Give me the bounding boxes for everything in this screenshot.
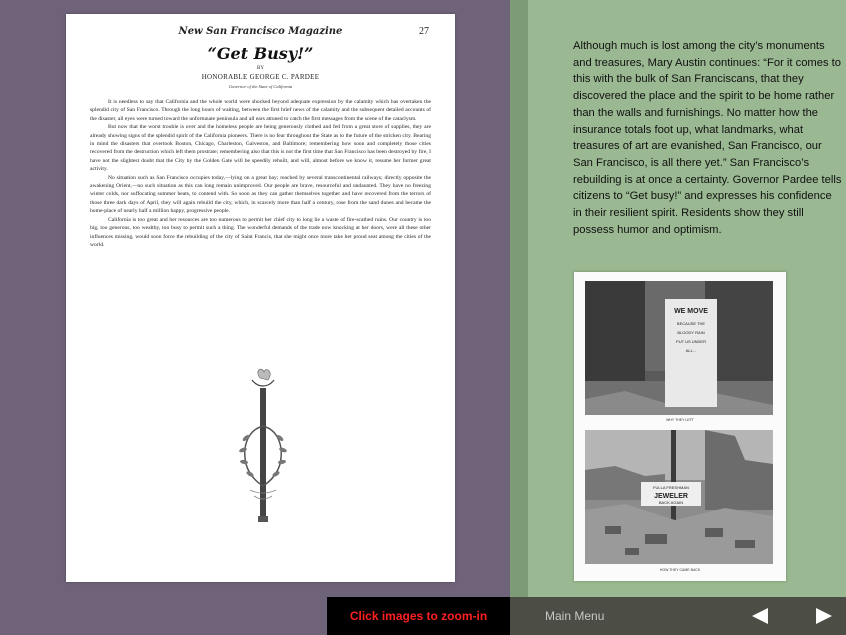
article-author: HONORABLE GEORGE C. PARDEE bbox=[201, 73, 320, 81]
svg-text:BLOODY RAIN: BLOODY RAIN bbox=[677, 330, 705, 335]
article-paragraph: But now that the worst trouble is over and the homeless people are being generously clothed and fed from a great store of supplies, they are already showing signs of the splendid spirit of the California pioneers. There is no fear throughout the State as to the future of the stricken city. Bearing in mind the disasters that overtook Boston, Chicago, Charleston, Galveston, and Baltimore; remembering how soon and completely those cities recovered from the destruction which left them prostrate; remembering also that this is not the first time that San Francisco has been destroyed by fire, I have not the slightest doubt that the City by the Golden Gate will be speedily rebuilt, and will, almost before we know it, resume her former great activity. bbox=[90, 124, 431, 173]
page-number: 27 bbox=[419, 26, 429, 37]
rubble-scene-illustration bbox=[585, 430, 773, 564]
svg-text:PUT US UNDER: PUT US UNDER bbox=[676, 339, 706, 344]
svg-text:FULLA FRESHMAN: FULLA FRESHMAN bbox=[653, 485, 689, 490]
photo-why-they-left[interactable] bbox=[585, 281, 773, 415]
article-byline: BY bbox=[257, 66, 264, 71]
svg-text:WE MOVE: WE MOVE bbox=[674, 308, 708, 315]
previous-page-button[interactable] bbox=[752, 608, 768, 624]
ruined-storefront-illustration bbox=[585, 281, 773, 415]
photo-how-they-came-back[interactable] bbox=[585, 430, 773, 564]
torch-wreath-illustration bbox=[228, 366, 298, 536]
divider-strip bbox=[510, 0, 528, 597]
bottom-left-bar bbox=[0, 597, 327, 635]
article-title: “Get Busy!” bbox=[207, 44, 314, 63]
navigation-bar bbox=[510, 597, 846, 635]
article-paragraph: It is needless to say that California and the whole world were shocked beyond adequate expression by the calamity which has overtaken the splendid city of San Francisco. Through the long hours of waiting, between the first brief news of the calamity and the subsequent detailed accounts of the disaster, all eyes were turned toward the unfortunate peninsula and all ears attuned to catch the first messages from the scene of the cataclysm. bbox=[90, 99, 431, 122]
main-menu-button[interactable]: Main Menu bbox=[545, 609, 605, 623]
photo-caption-top: WHY THEY LEFT bbox=[666, 418, 694, 422]
narrative-text: Although much is lost among the city’s monuments and treasures, Mary Austin continues: “For it comes to this with the bulk of San Franciscans, that they discovered the place and the spirit to be home rather than the walls and furnishings. No matter how the insurance totals foot up, what landmarks, what treasures of art are evanished, San Francisco, our San Francisco, is all there yet.” San Francisco’s rebuilding is at once a certainty. Governor Pardee tells citizens to “Get busy!” and expresses his confidence in their resilient spirit. Residents show they still possess humor and optimism. bbox=[573, 40, 842, 236]
magazine-page-image[interactable] bbox=[66, 14, 455, 582]
svg-text:BECAUSE THE: BECAUSE THE bbox=[676, 321, 706, 326]
article-author-role: Governor of the State of California bbox=[228, 84, 293, 89]
article-paragraph: California is too great and her resources are too numerous to permit her chief city to long lie a waste of fire-scathed ruins. Our country is too big, too generous, too wealthy, too busy to permit such a thing. The wonderful demands of the trade now knocking at her doors, were all these other influences missing, would soon force the rebuilding of the city of Saint Francis, that she might once more take her proud seat among the cities of the world. bbox=[90, 216, 431, 248]
svg-text:BACK AGAIN: BACK AGAIN bbox=[658, 500, 684, 505]
article-body bbox=[90, 98, 431, 249]
article-paragraph: No situation such as San Francisco occupies today,—lying on a great bay; reached by several transcontinental railways; directly opposite the awakening Orient,—no such situation as this can long remain unimproved. Our people are brave, resourceful and undaunted. They have no freezing winter colds, nor suffocating summer heats, to contend with. So soon as they can gather themselves together and have recovered from the terrors of those three dark days of April, they will again rebuild the city, which, in scarcely more than half a century, rose from the sand dunes and became the home-place of nearly half a million happy, progressive people. bbox=[90, 174, 431, 215]
svg-text:ALL...: ALL... bbox=[685, 348, 697, 353]
photo-caption-bottom: HOW THEY CAME BACK bbox=[659, 568, 701, 572]
svg-text:JEWELER: JEWELER bbox=[654, 493, 688, 500]
next-page-button[interactable] bbox=[816, 608, 832, 624]
photo-pair-image[interactable] bbox=[574, 272, 786, 581]
magazine-header: New San Francisco Magazine bbox=[178, 26, 343, 37]
zoom-hint: Click images to zoom-in bbox=[327, 597, 510, 635]
